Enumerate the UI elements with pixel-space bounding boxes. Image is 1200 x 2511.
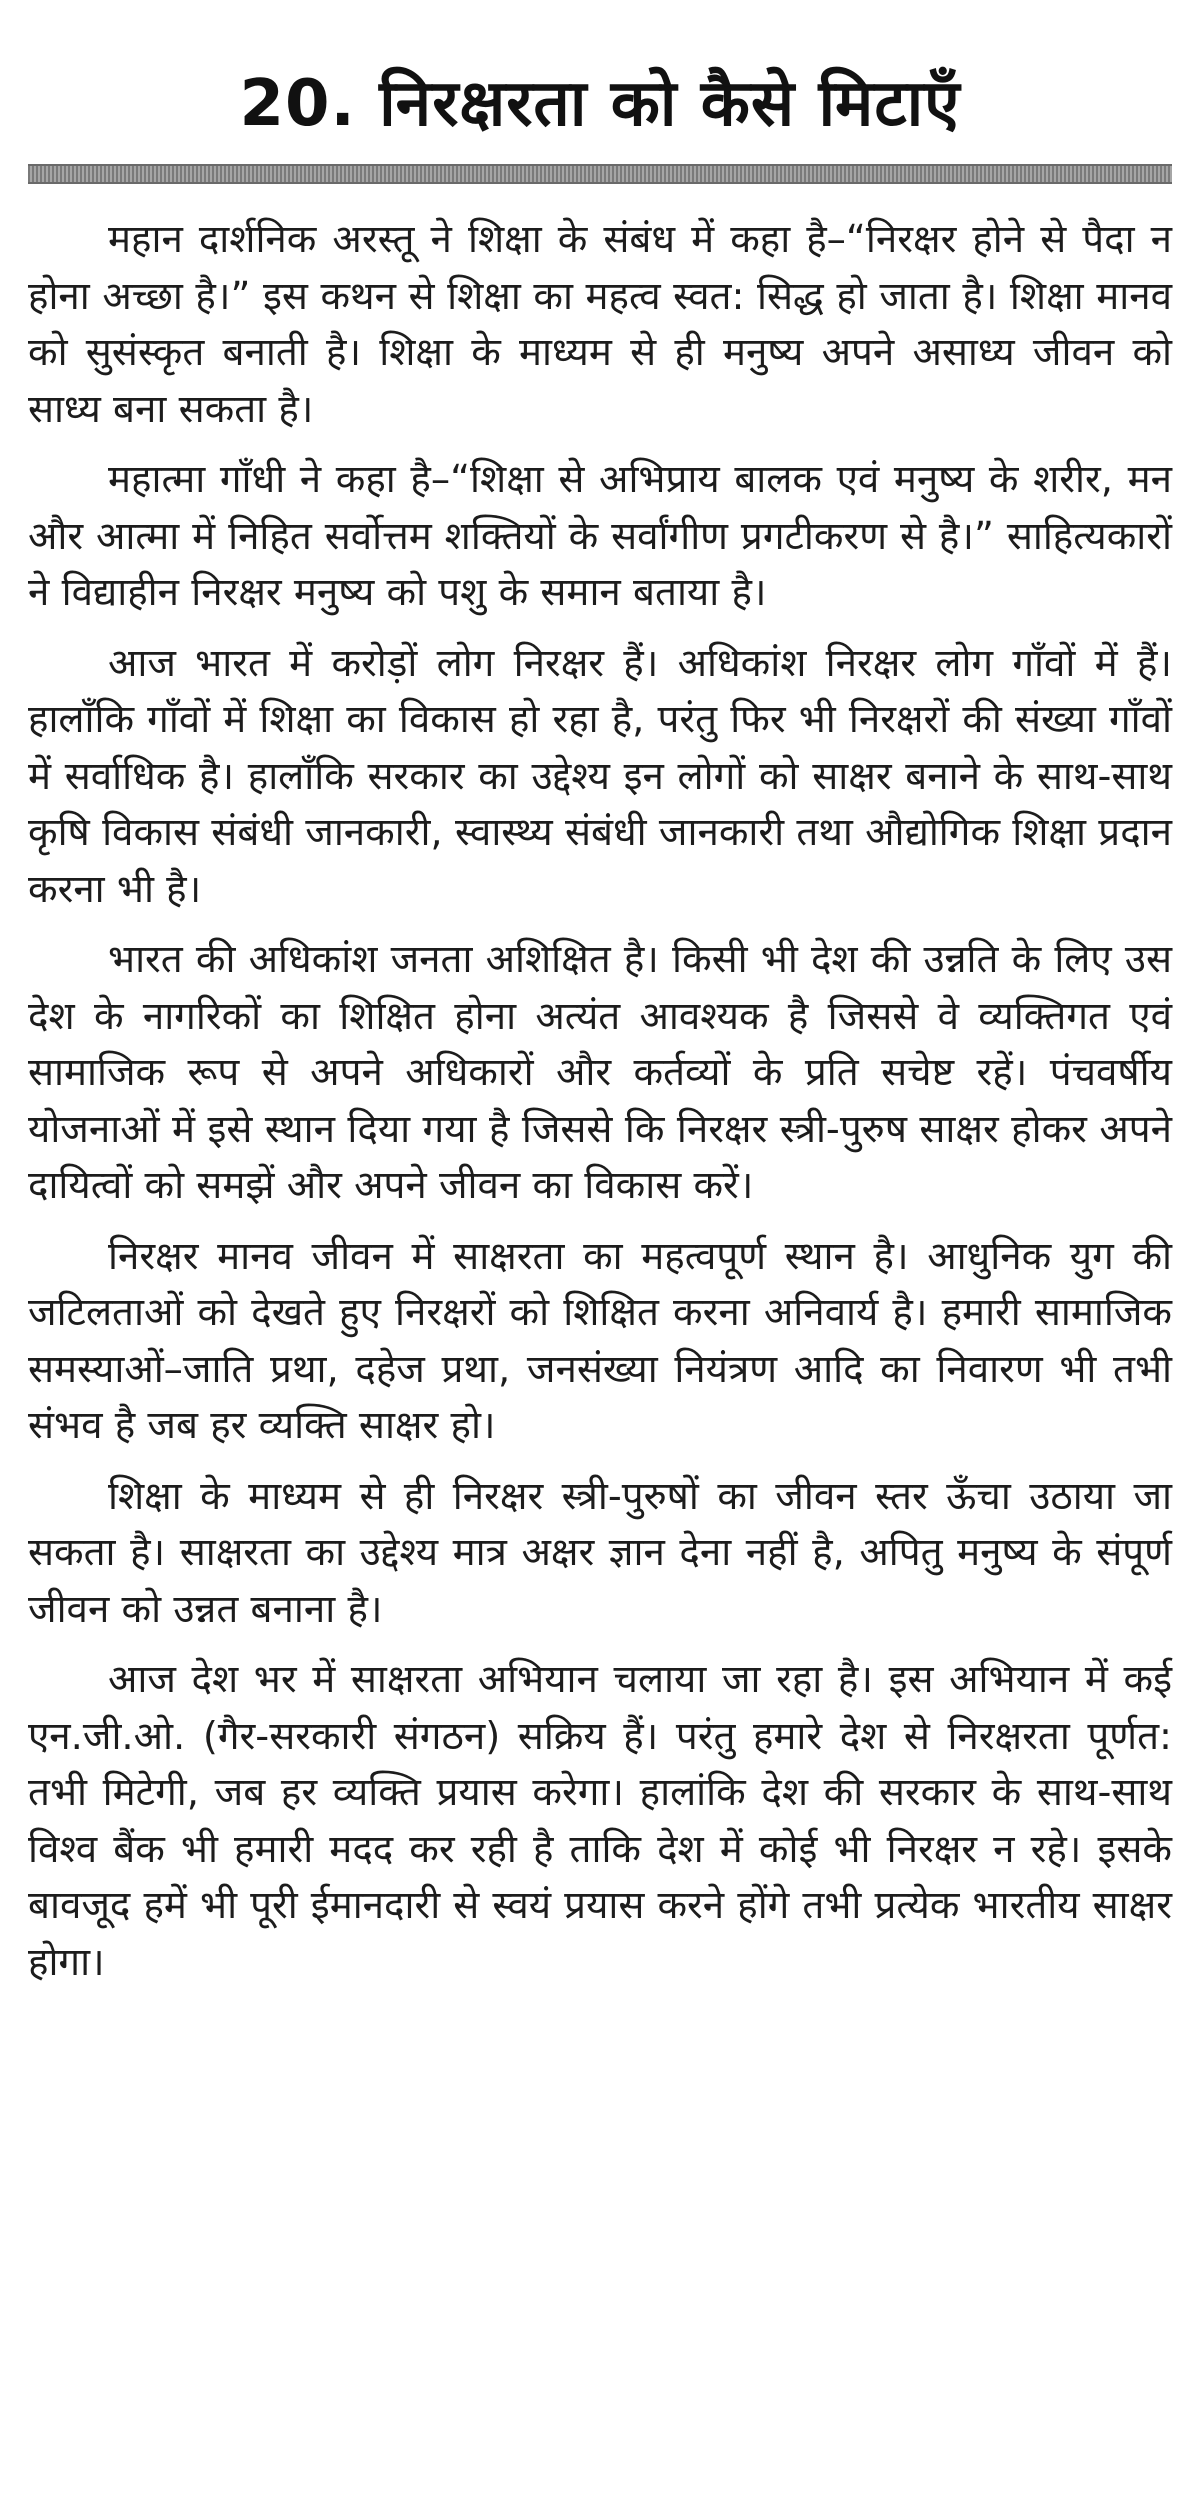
paragraph-5: निरक्षर मानव जीवन में साक्षरता का महत्वपूर्ण स्थान है। आधुनिक युग की जटिलताओं को देखते हुए निरक्षरों को शिक्षित करना अनिवार्य है। हमारी सामाजिक समस्याओं–जाति प्रथा, दहेज प्रथा, जनसंख्या नियंत्रण आदि का निवारण भी तभी संभव है जब हर व्यक्ति साक्षर हो। <box>28 1233 1172 1448</box>
paragraph-7: आज देश भर में साक्षरता अभियान चलाया जा रहा है। इस अभियान में कई एन.जी.ओ. (गैर-सरकारी संगठन) सक्रिय हैं। परंतु हमारे देश से निरक्षरता पूर्णत: तभी मिटेगी, जब हर व्यक्ति प्रयास करेगा। हालांकि देश की सरकार के साथ-साथ विश्व बैंक भी हमारी मदद कर रही है ताकि देश में कोई भी निरक्षर न रहे। इसके बावजूद हमें भी पूरी ईमानदारी से स्वयं प्रयास करने होंगे तभी प्रत्येक भारतीय साक्षर होगा। <box>28 1657 1172 1985</box>
paragraph-4: भारत की अधिकांश जनता अशिक्षित है। किसी भी देश की उन्नति के लिए उस देश के नागरिकों का शिक्षित होना अत्यंत आवश्यक है जिससे वे व्यक्तिगत एवं सामाजिक रूप से अपने अधिकारों और कर्तव्यों के प्रति सचेष्ट रहें। पंचवर्षीय योजनाओं में इसे स्थान दिया गया है जिससे कि निरक्षर स्त्री-पुरुष साक्षर होकर अपने दायित्वों को समझें और अपने जीवन का विकास करें। <box>28 937 1172 1208</box>
paragraph-3: आज भारत में करोड़ों लोग निरक्षर हैं। अधिकांश निरक्षर लोग गाँवों में हैं। हालाँकि गाँवों में शिक्षा का विकास हो रहा है, परंतु फिर भी निरक्षरों की संख्या गाँवों में सर्वाधिक है। हालाँकि सरकार का उद्देश्य इन लोगों को साक्षर बनाने के साथ-साथ कृषि विकास संबंधी जानकारी, स्वास्थ्य संबंधी जानकारी तथा औद्योगिक शिक्षा प्रदान करना भी है। <box>28 640 1172 912</box>
paragraph-6: शिक्षा के माध्यम से ही निरक्षर स्त्री-पुरुषों का जीवन स्तर ऊँचा उठाया जा सकता है। साक्षरता का उद्देश्य मात्र अक्षर ज्ञान देना नहीं है, अपितु मनुष्य के संपूर्ण जीवन को उन्नत बनाना है। <box>28 1473 1172 1632</box>
paragraph-1: महान दार्शनिक अरस्तू ने शिक्षा के संबंध में कहा है–“निरक्षर होने से पैदा न होना अच्छा है।” इस कथन से शिक्षा का महत्व स्वत: सिद्ध हो जाता है। शिक्षा मानव को सुसंस्कृत बनाती है। शिक्षा के माध्यम से ही मनुष्य अपने असाध्य जीवन को साध्य बना सकता है। <box>28 217 1172 432</box>
essay-title: 20. निरक्षरता को कैसे मिटाएँ <box>239 67 961 141</box>
title-divider <box>28 164 1172 184</box>
paragraph-2: महात्मा गाँधी ने कहा है–“शिक्षा से अभिप्राय बालक एवं मनुष्य के शरीर, मन और आत्मा में निहित सर्वोत्तम शक्तियों के सर्वांगीण प्रगटीकरण से है।” साहित्यकारों ने विद्याहीन निरक्षर मनुष्य को पशु के समान बताया है। <box>28 457 1172 615</box>
essay-body <box>28 212 1172 1991</box>
